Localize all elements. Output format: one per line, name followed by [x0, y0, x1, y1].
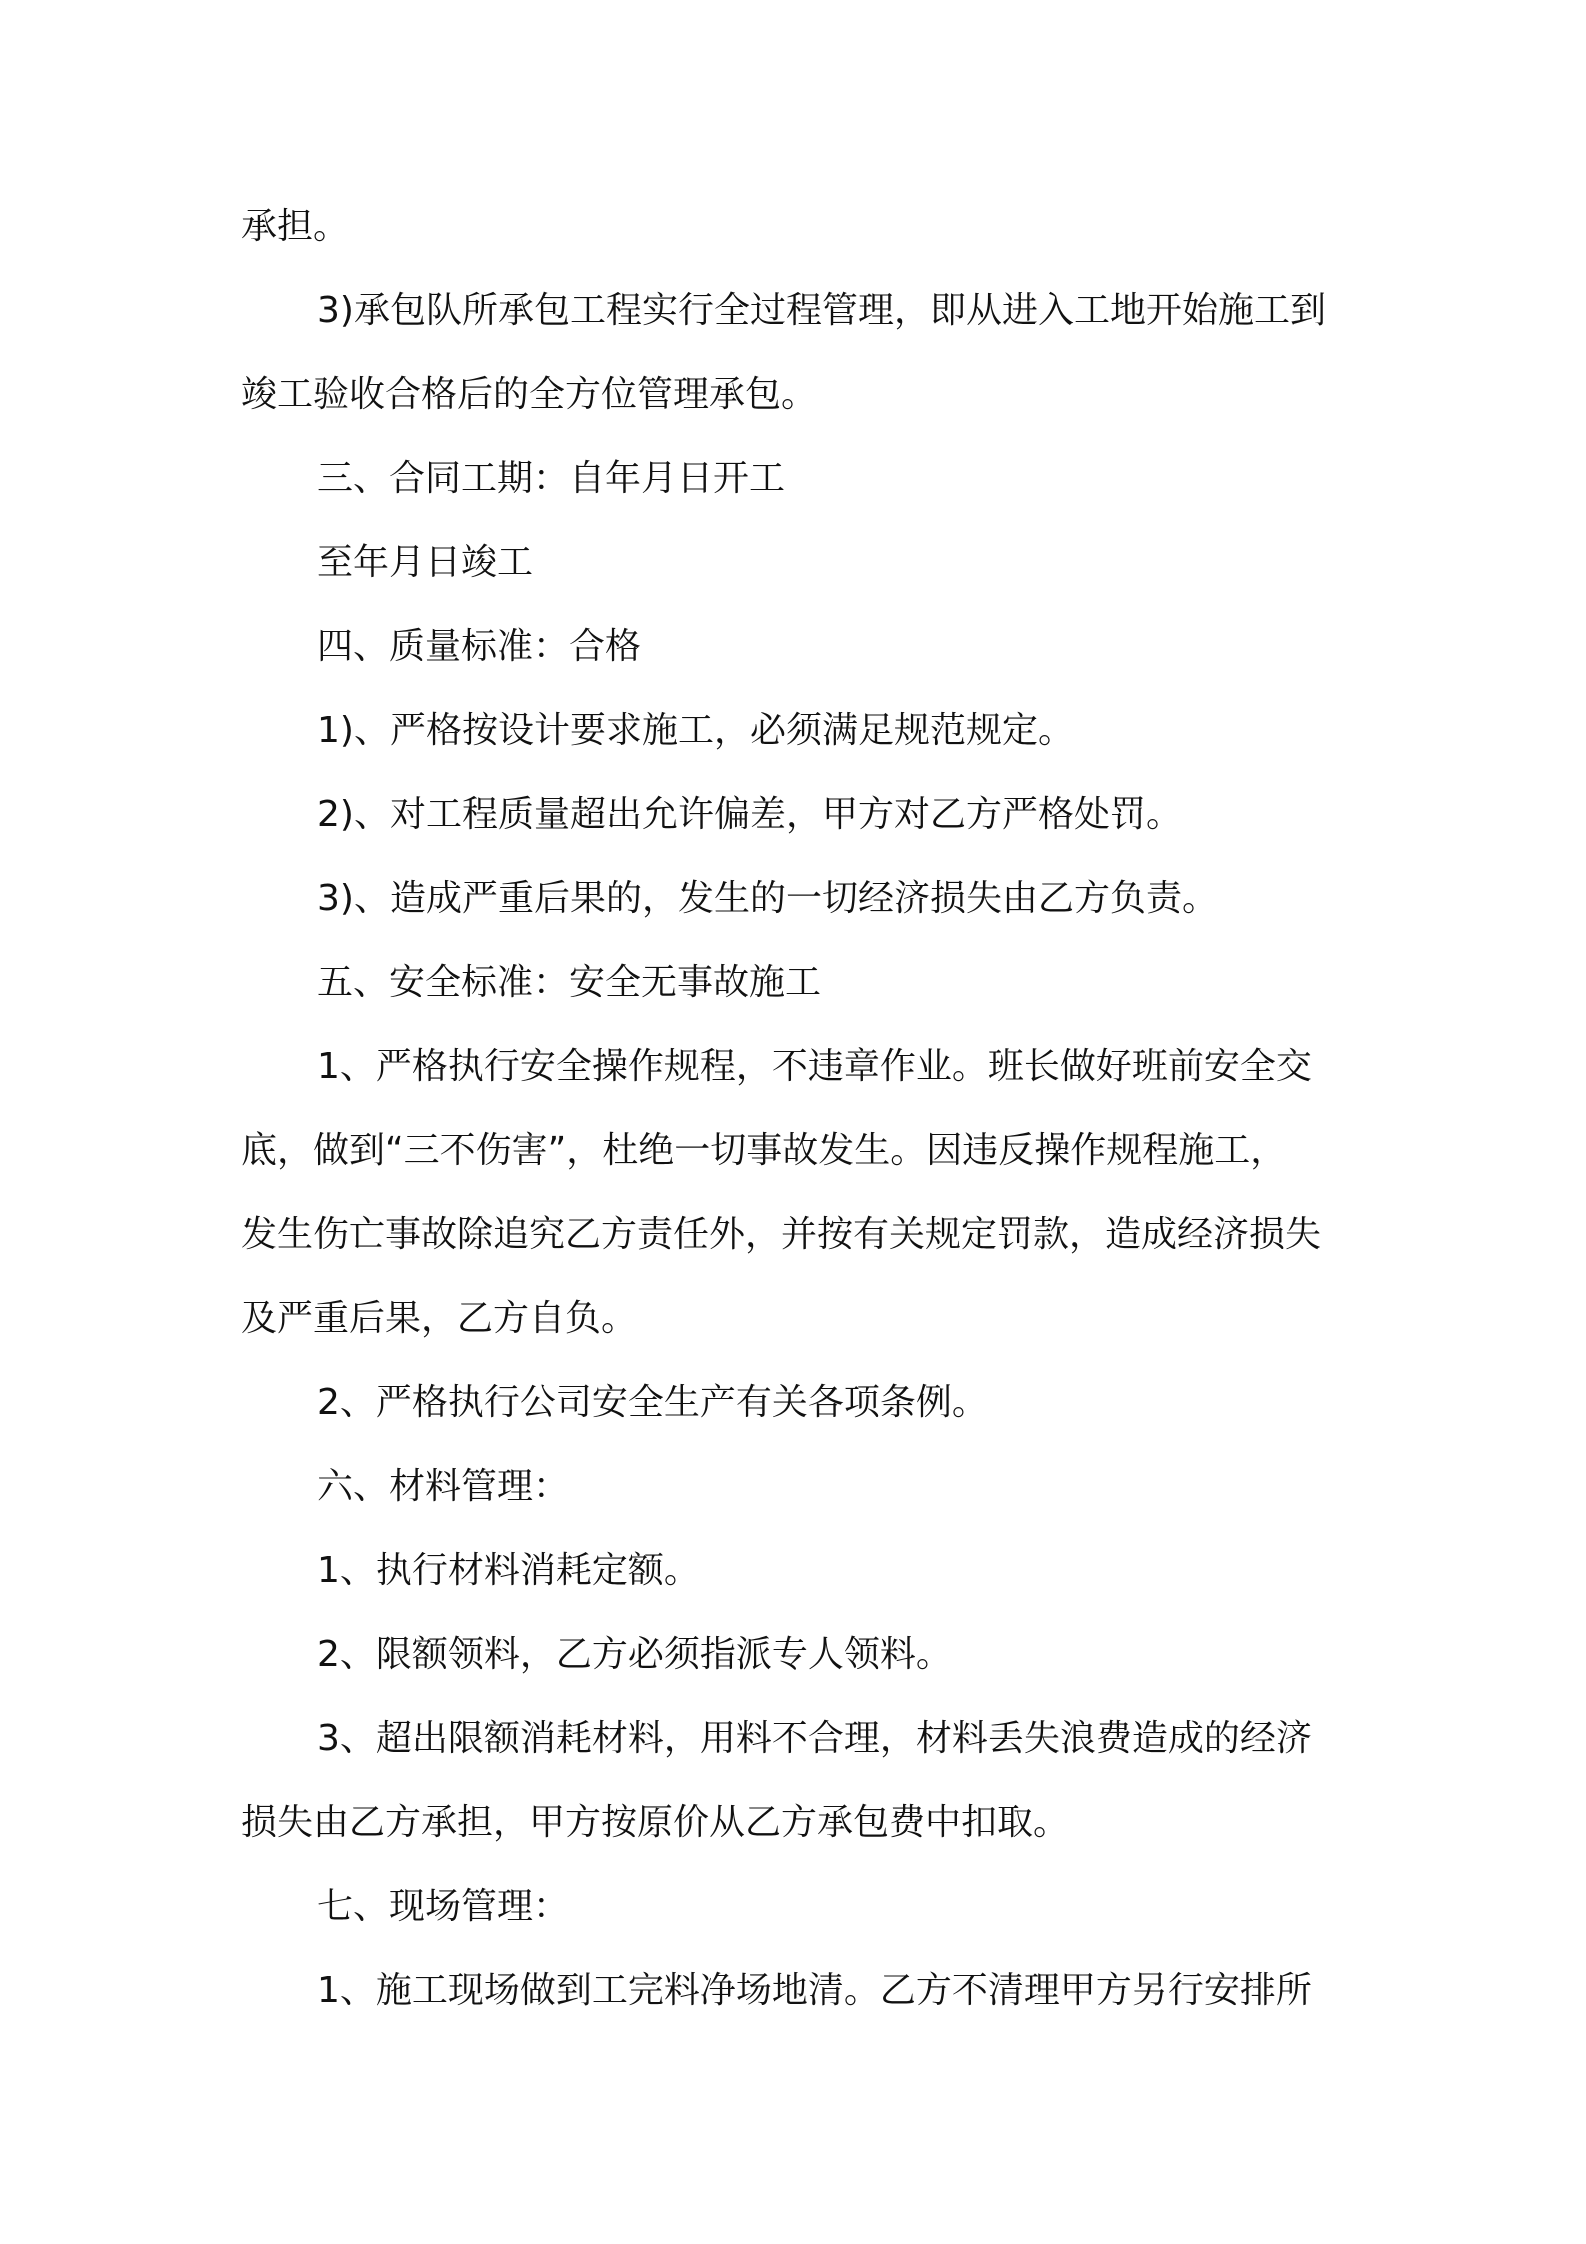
document-body [241, 185, 1361, 2033]
paragraph-line: 竣工验收合格后的全方位管理承包。 [241, 374, 818, 415]
paragraph-line: 底，做到“三不伤害”，杜绝一切事故发生。因违反操作规程施工， [241, 1130, 1287, 1171]
list-item: 3)、造成严重后果的，发生的一切经济损失由乙方负责。 [317, 878, 1218, 919]
list-item: 3、超出限额消耗材料，用料不合理，材料丢失浪费造成的经济 [317, 1718, 1312, 1759]
section-heading: 五、安全标准：安全无事故施工 [317, 962, 822, 1003]
paragraph-line: 至年月日竣工 [317, 542, 534, 583]
list-item: 1、严格执行安全操作规程，不违章作业。班长做好班前安全交 [317, 1046, 1312, 1087]
section-heading: 四、质量标准：合格 [317, 626, 642, 667]
paragraph-line: 3)承包队所承包工程实行全过程管理，即从进入工地开始施工到 [317, 290, 1326, 331]
paragraph-line: 承担。 [241, 206, 350, 247]
list-item: 1、执行材料消耗定额。 [317, 1550, 700, 1591]
paragraph-line: 及严重后果，乙方自负。 [241, 1298, 638, 1339]
section-heading: 七、现场管理： [317, 1886, 570, 1927]
paragraph-line: 发生伤亡事故除追究乙方责任外，并按有关规定罚款，造成经济损失 [241, 1214, 1322, 1255]
list-item: 2、限额领料，乙方必须指派专人领料。 [317, 1634, 952, 1675]
section-heading: 三、合同工期：自年月日开工 [317, 458, 786, 499]
list-item: 2)、对工程质量超出允许偏差，甲方对乙方严格处罚。 [317, 794, 1182, 835]
list-item: 2、严格执行公司安全生产有关各项条例。 [317, 1382, 988, 1423]
list-item: 1、施工现场做到工完料净场地清。乙方不清理甲方另行安排所 [317, 1970, 1312, 2011]
paragraph-line: 损失由乙方承担，甲方按原价从乙方承包费中扣取。 [241, 1802, 1070, 1843]
list-item: 1)、严格按设计要求施工，必须满足规范规定。 [317, 710, 1074, 751]
section-heading: 六、材料管理： [317, 1466, 570, 1507]
